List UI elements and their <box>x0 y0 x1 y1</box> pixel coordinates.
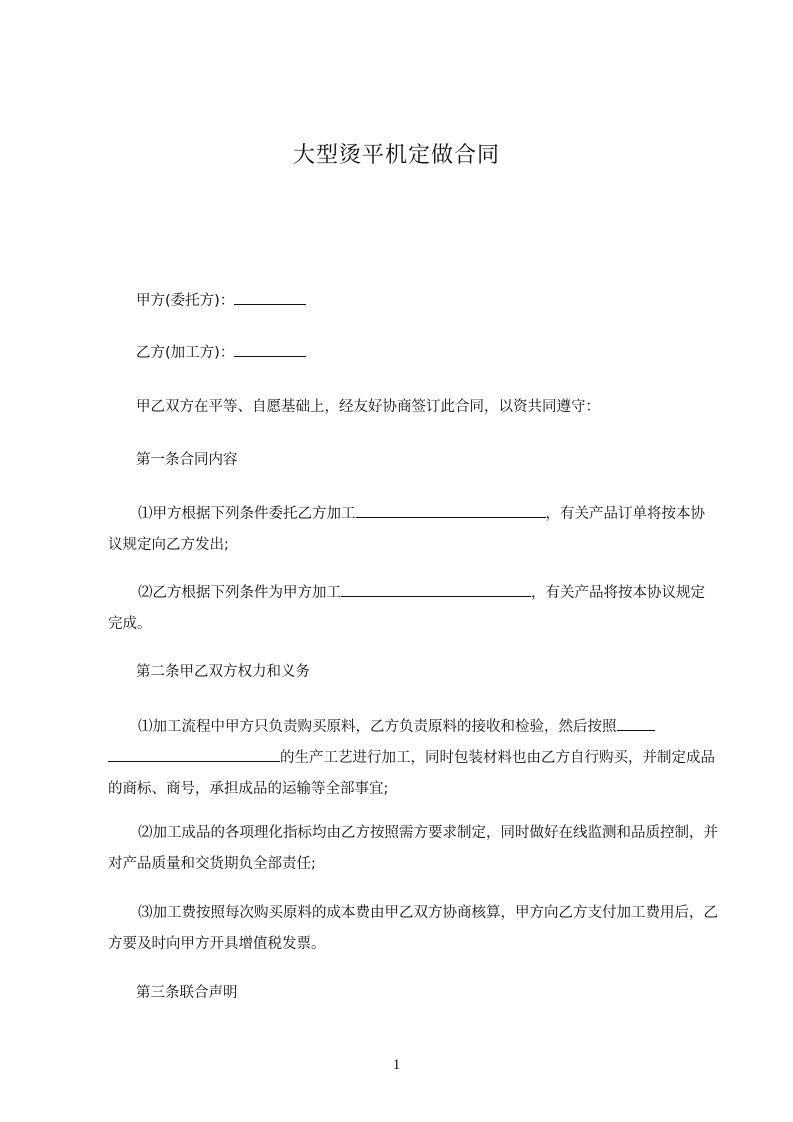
article2-item1-blank-a <box>617 715 655 731</box>
preamble: 甲乙双方在平等、自愿基础上，经友好协商签订此合同，以资共同遵守： <box>136 399 600 415</box>
article1-item2-blank <box>341 581 531 597</box>
article1-item1 <box>108 499 718 561</box>
party-b-label: 乙方(加工方)： <box>136 345 235 361</box>
article1-item1-blank <box>356 502 546 518</box>
article2-item1-blank-b <box>108 746 280 762</box>
article2-heading: 第二条甲乙双方权力和义务 <box>136 664 310 680</box>
article2-item2: ⑵加工成品的各项理化指标均由乙方按照需方要求制定，同时做好在线监测和品质控制，并对产品质量和交货期负全部责任; <box>108 825 718 872</box>
party-a-line <box>108 286 718 317</box>
article1-item2-before: ⑵乙方根据下列条件为甲方加工 <box>138 585 341 601</box>
document-title: 大型烫平机定做合同 <box>292 143 500 168</box>
article3-heading: 第三条联合声明 <box>136 985 238 1001</box>
article2-item1-after: 的生产工艺进行加工，同时包装材料也由乙方自行购买，并制定成品的商标、商号，承担成品的运输等全部事宜; <box>108 750 715 797</box>
article1-item2-after: ，有关产品将按本协议规定完成。 <box>108 585 705 632</box>
article1-item1-after: ，有关产品订单将按本协议规定向乙方发出; <box>108 506 705 553</box>
article2-item1 <box>108 712 718 805</box>
article1-item2 <box>108 578 718 640</box>
article2-item3: ⑶加工费按照每次购买原料的成本费由甲乙双方协商核算，甲方向乙方支付加工费用后，乙方要及时向甲方开具增值税发票。 <box>108 905 718 952</box>
party-a-blank <box>234 289 306 305</box>
party-a-label: 甲方(委托方)： <box>136 293 235 309</box>
page-number: 1 <box>392 1057 401 1073</box>
party-b-line <box>108 338 718 369</box>
party-b-blank <box>234 341 306 357</box>
article1-item1-before: ⑴甲方根据下列条件委托乙方加工 <box>138 506 356 522</box>
article1-heading: 第一条合同内容 <box>136 452 238 468</box>
article2-item1-before: ⑴加工流程中甲方只负责购买原料，乙方负责原料的接收和检验，然后按照 <box>138 719 617 735</box>
